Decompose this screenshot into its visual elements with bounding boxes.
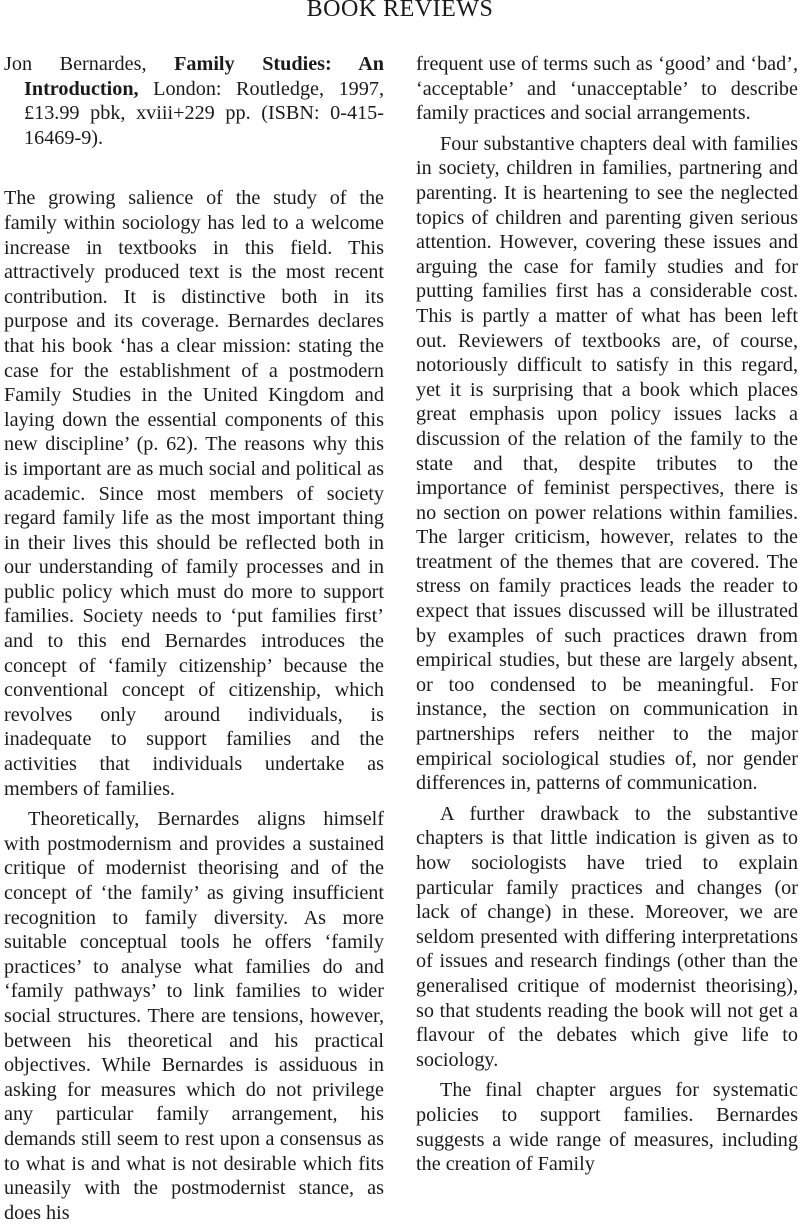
review-paragraph-2: Theoretically, Bernardes aligns himself with postmodernism and provides a sustained critique of modernist theorising and of the concept of ‘the family’ as giving insufficient recognition to family diversity. As more suitable conceptual tools he offers ‘family practices’ to analyse what families do and ‘family pathways’ to link families to wider social structures. There are tensions, however, between his theoretical and his practical objectives. While Bernardes is assiduous in asking for measures which do not privilege any particular family arrangement, his demands still seem to rest upon a consensus as to what is and what is not desirable which fits uneasily with the postmodernist stance, as does his [4,808,384,1224]
book-citation [4,52,384,150]
right-column [416,52,798,1177]
review-paragraph-1: The growing salience of the study of the family within sociology has led to a welcome increase in textbooks in this field. This attractively produced text is the most recent contribution. It is distinctive both in its purpose and its coverage. Bernardes declares that his book ‘has a clear mission: stating the case for the establishment of a postmodern Family Studies in the United Kingdom and laying down the essential components of this new discipline’ (p. 62). The reasons why this is important are as much social and political as academic. Since most members of society regard family life as the most important thing in their lives this should be reflected both in our understanding of family processes and in public policy which must do more to support families. Society needs to ‘put families first’ and to this end Bernardes introduces the concept of ‘family citizenship’ because the conventional concept of citizenship, which revolves only around individuals, is inadequate to support families and the activities that individuals undertake as members of families. [4,187,384,800]
review-paragraph-continued: frequent use of terms such as ‘good’ and ‘bad’, ‘acceptable’ and ‘unacceptable’ to describe family practices and social arrangements. [416,53,798,125]
left-column [4,52,384,1225]
running-head: BOOK REVIEWS [306,0,494,22]
citation-title: Family Studies: An Introduction, [24,53,385,100]
citation-author: Jon Bernardes, [4,53,147,75]
review-paragraph-4: A further drawback to the substantive chapters is that little indication is given as to how sociologists have tried to explain particular family practices and changes (or lack of change) in these. Moreover, we are seldom presented with differing interpretations of issues and research findings (other than the generalised critique of modernist theorising), so that students reading the book will not get a flavour of the debates which give life to sociology. [416,802,798,1071]
review-paragraph-3: Four substantive chapters deal with families in society, children in families, partnering and parenting. It is heartening to see the neglected topics of children and parenting given serious attention. However, covering these issues and arguing the case for family studies and for putting families first has a considerable cost. This is partly a matter of what has been left out. Reviewers of textbooks are, of course, notoriously difficult to satisfy in this regard, yet it is surprising that a book which places great emphasis upon policy issues lacks a discussion of the relation of the family to the state and that, despite tributes to the importance of feminist perspectives, there is no section on power relations within families. The larger criticism, however, relates to the treatment of the themes that are covered. The stress on family practices leads the reader to expect that issues discussed will be illustrated by examples of such practices drawn from empirical studies, but these are largely absent, or too condensed to be meaningful. For instance, the section on communication in partnerships refers neither to the major empirical sociological studies of, nor gender differences in, patterns of communication. [416,132,798,795]
review-paragraph-5: The final chapter argues for systematic policies to support families. Bernardes suggests a wide range of measures, including the creation of Family [416,1079,798,1176]
citation-details: London: Routledge, 1997, £13.99 pbk, xviii+229 pp. (ISBN: 0-415-16469-9). [24,77,385,149]
